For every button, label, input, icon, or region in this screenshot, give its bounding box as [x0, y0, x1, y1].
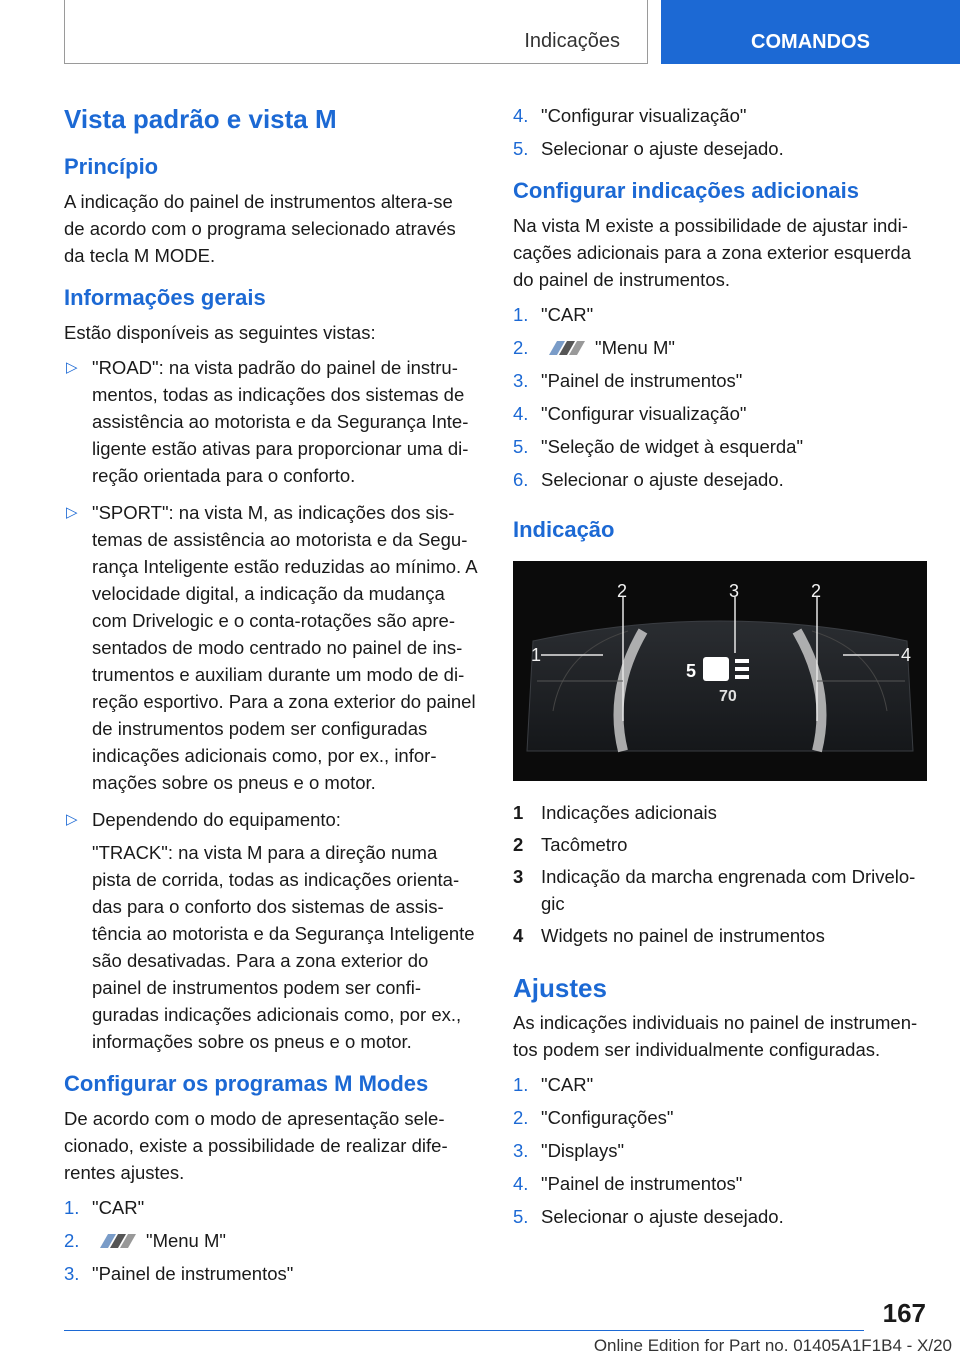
instrument-cluster-illustration — [513, 561, 927, 781]
legend-item: 2 Tacômetro — [513, 834, 628, 855]
step-item: 6. Selecionar o ajuste desejado. — [513, 469, 784, 490]
callout-2-left: 2 — [617, 581, 628, 601]
step-item: 5. "Seleção de widget à esquerda" — [513, 436, 804, 457]
legend-item: 1 Indicações adicionais — [513, 802, 717, 823]
principle-text: A indicação do painel de instrumentos altera-se de acordo com o programa selecionado através da tecla M MODE. — [64, 191, 456, 266]
callout-1: 1 — [531, 645, 542, 665]
views-list — [64, 354, 478, 1055]
header-chapter-tab: COMANDOS — [661, 0, 960, 64]
triangle-bullet-icon: ▷ — [66, 504, 78, 521]
config-text: De acordo com o modo de apresentação selecionado, existe a possibilidade de realizar diferentes ajustes. — [64, 1108, 448, 1183]
left-column — [64, 96, 478, 1297]
page-number: 167 — [882, 1298, 926, 1328]
step-item: 1. "CAR" — [513, 304, 594, 325]
step-item: 4. "Configurar visualização" — [513, 105, 747, 126]
footer-divider — [64, 1330, 864, 1331]
step-item: 3. "Painel de instrumentos" — [64, 1263, 294, 1284]
step-item: 2. "Menu M" — [513, 337, 675, 358]
step-item: 1. "CAR" — [513, 1074, 594, 1095]
header-section-title: Indicações — [524, 30, 620, 52]
legend-item: 4 Widgets no painel de instrumentos — [513, 925, 825, 946]
general-intro: Estão disponíveis as seguintes vistas: — [64, 322, 376, 343]
settings-steps — [513, 1071, 927, 1230]
step-item: 1. "CAR" — [64, 1197, 145, 1218]
callout-4: 4 — [901, 645, 912, 665]
m-menu-icon — [92, 1234, 138, 1248]
settings-heading: Ajustes — [513, 973, 607, 1003]
gear-indicator: 5 — [686, 661, 697, 681]
callout-3: 3 — [729, 581, 740, 601]
config-steps-continued — [513, 102, 927, 162]
step-item: 5. Selecionar o ajuste desejado. — [513, 1206, 784, 1227]
step-item: 2. "Configurações" — [513, 1107, 674, 1128]
m-menu-icon — [541, 341, 587, 355]
page-title: Vista padrão e vista M — [64, 104, 337, 134]
config-heading: Configurar os programas M Modes — [64, 1071, 429, 1096]
triangle-bullet-icon: ▷ — [66, 811, 78, 828]
step-item: 4. "Painel de instrumentos" — [513, 1173, 743, 1194]
display-heading: Indicação — [513, 517, 615, 542]
principle-heading: Princípio — [64, 154, 159, 179]
step-item: 4. "Configurar visualização" — [513, 403, 747, 424]
figure-legend — [513, 799, 927, 949]
step-item: 2. "Menu M" — [64, 1230, 226, 1251]
additional-heading: Configurar indicações adicionais — [513, 178, 859, 203]
list-item: ▷ "ROAD": na vista padrão do painel de instrumentos, todas as indicações dos sistemas de assistência ao motorista e da Segurança Inteligente estão ativas para proporcionar uma direção orientada para o conforto. — [64, 354, 478, 489]
step-item: 5. Selecionar o ajuste desejado. — [513, 138, 784, 159]
footer-edition-text: Online Edition for Part no. 01405A1F1B4 - X/20 — [593, 1336, 952, 1355]
additional-steps — [513, 301, 927, 493]
triangle-bullet-icon: ▷ — [66, 359, 78, 376]
general-heading: Informações gerais — [64, 285, 266, 310]
callout-2-right: 2 — [811, 581, 822, 601]
settings-text: As indicações individuais no painel de instrumentos podem ser individualmente configuradas. — [513, 1012, 918, 1060]
step-item: 3. "Displays" — [513, 1140, 625, 1161]
speed-readout: 70 — [719, 688, 737, 705]
legend-item: 3 Indicação da marcha engrenada com Drivelogic — [513, 866, 916, 914]
config-steps — [64, 1194, 478, 1287]
step-item: 3. "Painel de instrumentos" — [513, 370, 743, 391]
list-item: ▷ Dependendo do equipamento: "TRACK": na vista M para a direção numa pista de corrida, todas as indicações orientadas para o conforto dos sistemas de assistência ao motorista e da Segurança Inteligente são desativadas. Para a zona exterior do painel de instrumentos podem ser configuradas indicações adicionais como, por ex., informações sobre os pneus e o motor. — [64, 806, 478, 1055]
right-column — [513, 96, 927, 1240]
instrument-cluster-figure — [513, 561, 927, 781]
list-item: ▷ "SPORT": na vista M, as indicações dos sistemas de assistência ao motorista e da Segurança Inteligente estão reduzidas ao mínimo. A velocidade digital, a indicação da mudança com Drivelogic e o conta-rotações são apresentados de modo centrado no painel de instrumentos e auxiliam durante um modo de direção esportivo. Para a zona exterior do painel de instrumentos podem ser configuradas indicações adicionais como, por ex., informações sobre os pneus e o motor. — [64, 499, 478, 796]
additional-text: Na vista M existe a possibilidade de ajustar indicações adicionais para a zona exterior esquerda do painel de instrumentos. — [513, 215, 911, 290]
